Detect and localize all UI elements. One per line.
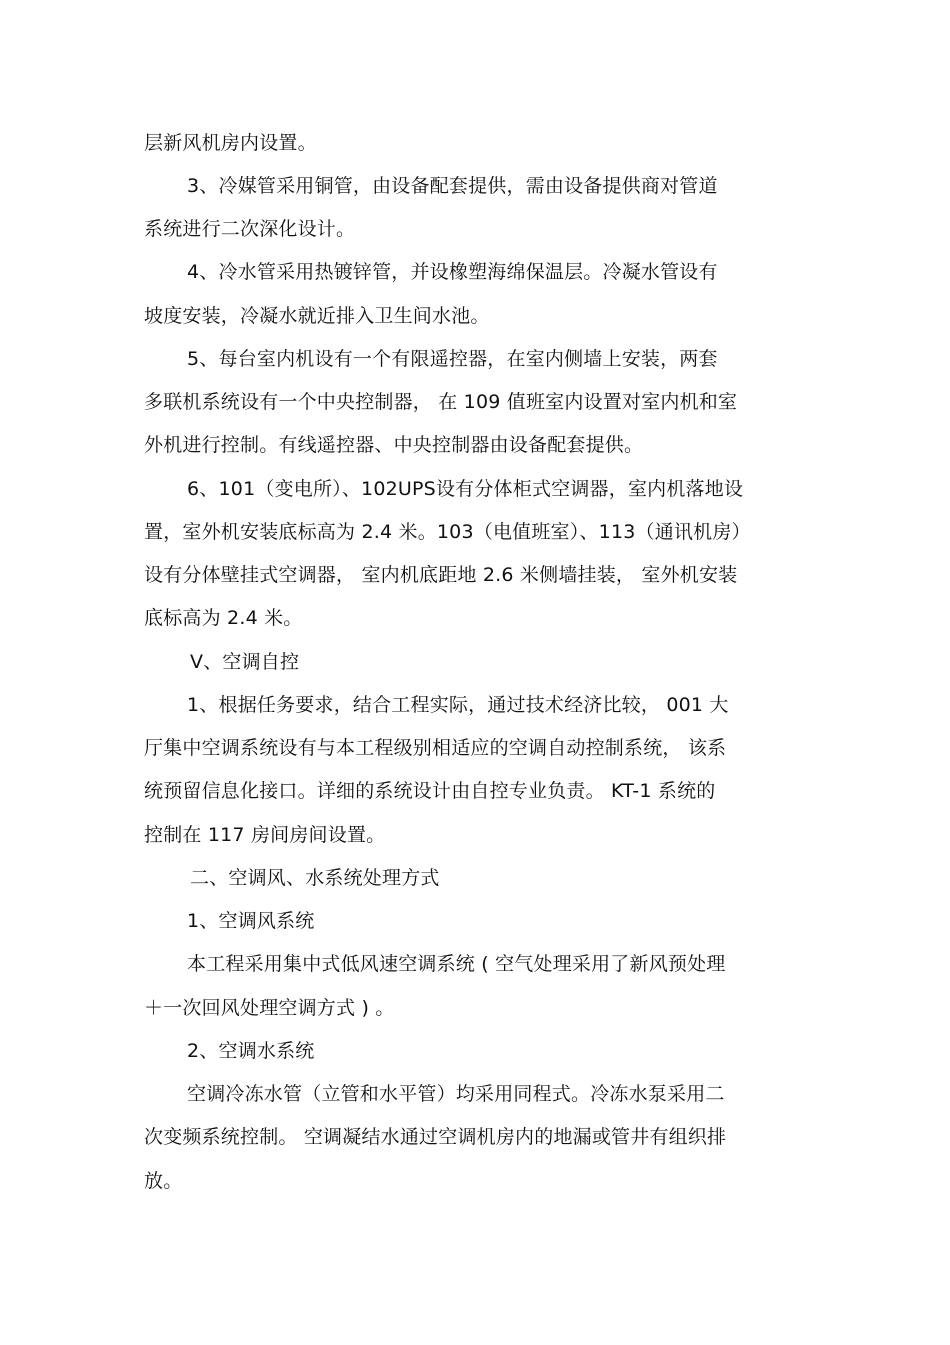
text-line-23: 空调冷冻水管（立管和水平管）均采用同程式。冷冻水泵采用二 <box>187 1083 725 1105</box>
text-line-7: 多联机系统设有一个中央控制器， 在 109 值班室内设置对室内机和室 <box>144 391 738 413</box>
text-line-21: ＋一次回风处理空调方式 ) 。 <box>144 997 395 1019</box>
text-line-8: 外机进行控制。有线遥控器、中央控制器由设备配套提供。 <box>144 434 644 456</box>
text-line-11: 设有分体壁挂式空调器， 室内机底距地 2.6 米侧墙挂装， 室外机安装 <box>144 564 738 586</box>
text-line-17: 控制在 117 房间房间设置。 <box>144 824 386 846</box>
text-line-10: 置，室外机安装底标高为 2.4 米。103（电值班室）、113（通讯机房） <box>144 521 751 543</box>
section-heading-2: 二、空调风、水系统处理方式 <box>190 867 440 889</box>
text-line-16: 统预留信息化接口。详细的系统设计由自控专业负责。 KT-1 系统的 <box>144 780 716 802</box>
text-line-12: 底标高为 2.4 米。 <box>144 607 303 629</box>
text-line-20: 本工程采用集中式低风速空调系统 ( 空气处理采用了新风预处理 <box>187 953 726 975</box>
text-line-6: 5、每台室内机设有一个有限遥控器，在室内侧墙上安装，两套 <box>187 348 718 370</box>
text-line-4: 4、冷水管采用热镀锌管，并设橡塑海绵保温层。冷凝水管设有 <box>187 261 718 283</box>
text-line-14: 1、根据任务要求，结合工程实际，通过技术经济比较， 001 大 <box>187 694 729 716</box>
text-line-15: 厅集中空调系统设有与本工程级别相适应的空调自动控制系统， 该系 <box>144 737 727 759</box>
text-line-24: 次变频系统控制。 空调凝结水通过空调机房内的地漏或管井有组织排 <box>144 1126 727 1148</box>
section-heading-v: Ⅴ、空调自控 <box>190 651 300 673</box>
text-line-5: 坡度安装，冷凝水就近排入卫生间水池。 <box>144 305 490 327</box>
text-line-9: 6、101（变电所）、102UPS设有分体柜式空调器，室内机落地设 <box>187 478 744 500</box>
text-line-1: 层新风机房内设置。 <box>144 132 317 154</box>
text-line-2: 3、冷媒管采用铜管，由设备配套提供，需由设备提供商对管道 <box>187 175 718 197</box>
text-line-3: 系统进行二次深化设计。 <box>144 218 356 240</box>
subheading-water-system: 2、空调水系统 <box>187 1040 315 1062</box>
subheading-air-system: 1、空调风系统 <box>187 910 315 932</box>
text-line-25: 放。 <box>144 1170 183 1192</box>
